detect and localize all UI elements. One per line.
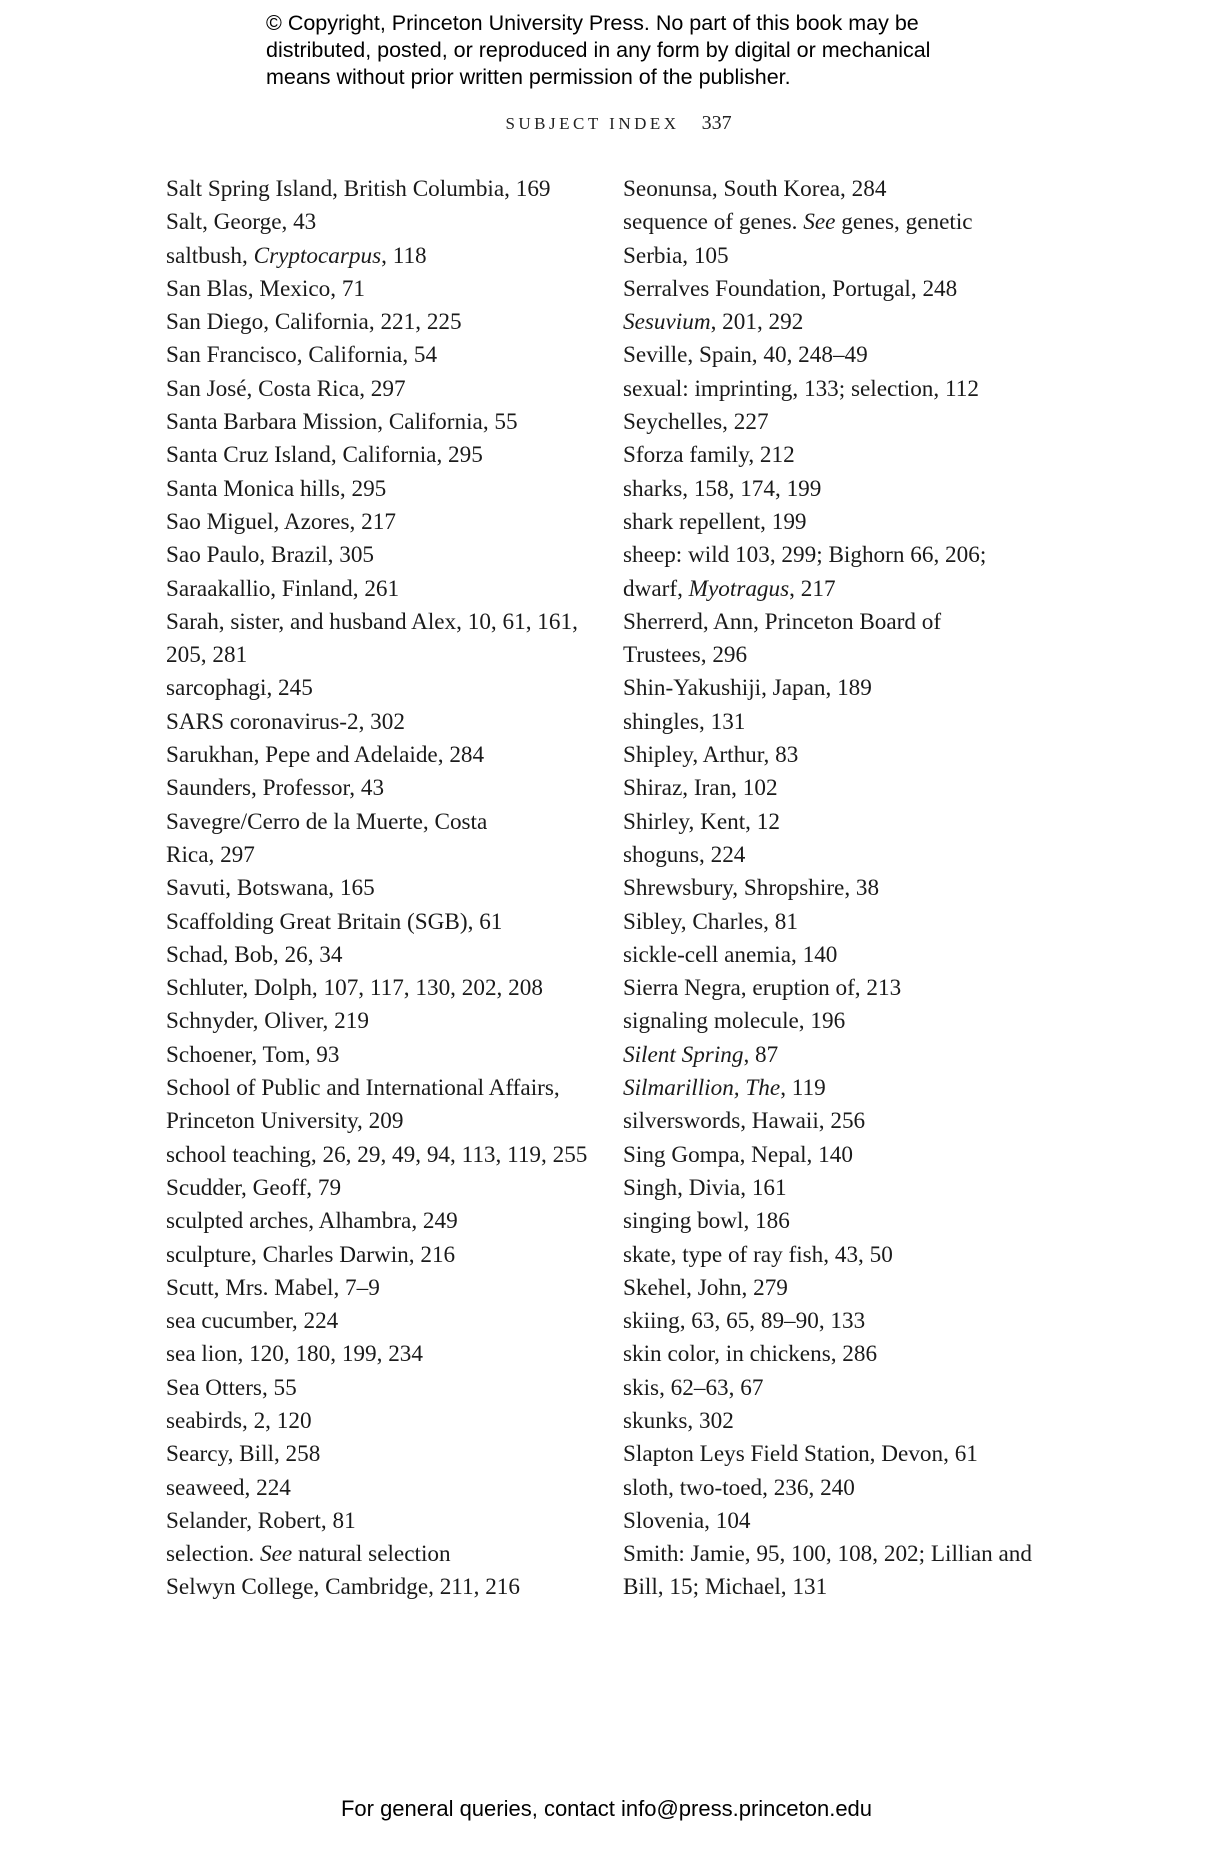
index-entry-text: dwarf, [623, 575, 689, 602]
index-entry-line [166, 1308, 338, 1334]
index-entry [166, 772, 606, 805]
index-entry-text: , 87 [743, 1041, 779, 1068]
index-entry-text: sheep: wild 103, 299; Bighorn 66, 206; [623, 542, 987, 569]
index-entry-line [623, 1275, 788, 1301]
index-entry-text: Schnyder, Oliver, 219 [166, 1008, 369, 1035]
index-entry-text: school teaching, 26, 29, 49, 94, 113, 119, 255 [166, 1141, 588, 1168]
index-entry [166, 539, 606, 572]
index-entry-text: saltbush, [166, 242, 254, 269]
index-entry-line [166, 1008, 369, 1034]
index-entry-line [623, 1208, 790, 1234]
index-entry [166, 306, 606, 339]
index-entry-text: Sing Gompa, Nepal, 140 [623, 1141, 853, 1168]
index-entry [166, 1438, 606, 1471]
index-entry [166, 1072, 606, 1139]
index-entry-line [623, 875, 879, 901]
index-entry-line [623, 1175, 787, 1201]
index-entry-line [623, 909, 798, 935]
index-entry-line [623, 1441, 978, 1467]
index-entry-italic-text: Silent Spring [623, 1041, 744, 1068]
index-entry [623, 1205, 1043, 1238]
index-entry-text: Schad, Bob, 26, 34 [166, 941, 343, 968]
index-entry-line [623, 209, 973, 235]
index-entry [623, 539, 1043, 606]
index-entry-line [623, 775, 778, 801]
index-entry-line [166, 942, 342, 968]
index-entry-line [166, 243, 427, 269]
index-entry [166, 1039, 606, 1072]
index-entry-text: Trustees, 296 [623, 642, 748, 669]
index-entry [623, 606, 1043, 673]
index-entry-italic-text: Cryptocarpus [253, 242, 382, 269]
index-entry-text: seaweed, 224 [166, 1474, 291, 1501]
index-entry-text: genes, genetic [835, 209, 973, 236]
index-entry-text: skate, type of ray fish, 43, 50 [623, 1241, 893, 1268]
index-entry-line [166, 509, 396, 535]
index-entry [623, 672, 1043, 705]
index-entry-text: sea cucumber, 224 [166, 1308, 339, 1335]
index-entry-text: Seville, Spain, 40, 248–49 [623, 342, 868, 369]
index-entry-line [623, 609, 941, 635]
index-entry-line [623, 376, 979, 402]
index-entry [166, 206, 606, 239]
index-entry-text: sculpture, Charles Darwin, 216 [166, 1241, 456, 1268]
index-entry-text: Shipley, Arthur, 83 [623, 742, 799, 769]
index-entry [166, 939, 606, 972]
index-entry-text: Sarukhan, Pepe and Adelaide, 284 [166, 742, 485, 769]
index-entry [623, 772, 1043, 805]
index-entry-line [623, 1508, 751, 1534]
index-entry-line [166, 1508, 356, 1534]
index-entry [623, 1172, 1043, 1205]
index-entry-line [166, 1408, 312, 1434]
index-entry-line [623, 809, 780, 835]
index-entry [166, 240, 606, 273]
index-entry [623, 206, 1043, 239]
index-entry [166, 1472, 606, 1505]
index-entry-text: sequence of genes. [623, 209, 804, 236]
index-entry [166, 406, 606, 439]
index-entry [166, 1338, 606, 1371]
index-entry-line [166, 1042, 339, 1068]
index-entry [166, 972, 606, 1005]
index-entry [166, 872, 606, 905]
index-entry [623, 739, 1043, 772]
index-entry-text: silverswords, Hawaii, 256 [623, 1108, 866, 1135]
index-entry [623, 1105, 1043, 1138]
index-entry-text: Santa Monica hills, 295 [166, 475, 387, 502]
index-entry-text: sickle-cell anemia, 140 [623, 941, 838, 968]
index-entry-line [166, 409, 518, 435]
index-entry-line [166, 675, 313, 701]
index-entry [166, 373, 606, 406]
index-entry [166, 1372, 606, 1405]
index-entry [623, 173, 1043, 206]
index-entry [166, 1305, 606, 1338]
index-entry [623, 1139, 1043, 1172]
index-entry [166, 1405, 606, 1438]
index-entry-text: Sea Otters, 55 [166, 1374, 297, 1401]
index-entry-text: skin color, in chickens, 286 [623, 1341, 878, 1368]
index-entry-line [166, 1341, 423, 1367]
index-entry [166, 1205, 606, 1238]
index-entry-text: , 118 [381, 242, 427, 269]
index-entry-text: Sforza family, 212 [623, 442, 795, 469]
index-entry [623, 1338, 1043, 1371]
index-entry [623, 406, 1043, 439]
index-entry-text: Sao Paulo, Brazil, 305 [166, 542, 375, 569]
index-entry-line [166, 376, 406, 402]
index-entry [623, 273, 1043, 306]
index-entry-text: sarcophagi, 245 [166, 675, 313, 702]
index-entry [166, 1139, 606, 1172]
index-entry-continuation [166, 839, 606, 872]
index-entry-italic-text: Silmarillion, The [623, 1075, 781, 1102]
index-entry [166, 173, 606, 206]
index-entry [623, 1405, 1043, 1438]
index-entry-text: Searcy, Bill, 258 [166, 1441, 321, 1468]
index-entry [166, 273, 606, 306]
index-entry-line [623, 309, 803, 335]
index-entry-text: Santa Cruz Island, California, 295 [166, 442, 483, 469]
index-entry-line [166, 1275, 380, 1301]
index-column-right [623, 173, 1043, 1605]
index-entry [623, 972, 1043, 1005]
index-entry [166, 506, 606, 539]
index-entry-line [166, 709, 405, 735]
index-entry-text: Sierra Negra, eruption of, 213 [623, 975, 902, 1002]
index-entry [623, 1272, 1043, 1305]
index-entry-continuation [623, 573, 1043, 606]
index-entry [166, 672, 606, 705]
index-entry-line [166, 1142, 587, 1168]
index-entry-line [166, 476, 386, 502]
index-entry-text: sexual: imprinting, 133; selection, 112 [623, 375, 979, 402]
index-entry [166, 739, 606, 772]
index-entry [166, 339, 606, 372]
index-entry-text: Scudder, Geoff, 79 [166, 1174, 342, 1201]
index-entry-text: Schluter, Dolph, 107, 117, 130, 202, 208 [166, 975, 543, 1002]
index-entry [166, 1005, 606, 1038]
index-entry-line [166, 1075, 560, 1101]
index-entry [623, 1505, 1043, 1538]
index-entry-line [623, 176, 886, 202]
index-entry-line [623, 243, 729, 269]
index-entry-text: San José, Costa Rica, 297 [166, 375, 406, 402]
index-entry-text: Slovenia, 104 [623, 1507, 751, 1534]
index-entry-line [166, 609, 578, 635]
index-entry-line [166, 742, 484, 768]
index-entry-text: , 201, 292 [710, 309, 804, 336]
index-entry-text: natural selection [292, 1541, 451, 1568]
index-entry-text: signaling molecule, 196 [623, 1008, 846, 1035]
index-entry-text: Serralves Foundation, Portugal, 248 [623, 275, 958, 302]
index-entry [623, 1072, 1043, 1105]
index-entry [166, 1172, 606, 1205]
index-entry-line [623, 675, 872, 701]
index-entry-text: Sherrerd, Ann, Princeton Board of [623, 608, 942, 635]
index-entry-line [166, 342, 437, 368]
index-entry-text: Savuti, Botswana, 165 [166, 875, 375, 902]
index-entry-text: Saraakallio, Finland, 261 [166, 575, 400, 602]
index-entry-text: Shirley, Kent, 12 [623, 808, 780, 835]
index-entry [166, 706, 606, 739]
index-entry-line [623, 409, 769, 435]
index-entry [623, 506, 1043, 539]
index-entry-text: Scaffolding Great Britain (SGB), 61 [166, 908, 503, 935]
index-entry-line [623, 1475, 855, 1501]
index-entry-text: Scutt, Mrs. Mabel, 7–9 [166, 1274, 380, 1301]
index-entry-text: Salt Spring Island, British Columbia, 169 [166, 176, 551, 202]
index-entry [166, 473, 606, 506]
index-entry-text: Saunders, Professor, 43 [166, 775, 385, 802]
index-entry-line [623, 1142, 853, 1168]
index-entry-line [166, 909, 502, 935]
index-entry [166, 1505, 606, 1538]
index-entry-line [623, 442, 795, 468]
index-entry [623, 906, 1043, 939]
index-entry-text: Seychelles, 227 [623, 409, 769, 436]
index-entry-line [623, 975, 901, 1001]
index-entry-line [623, 1242, 893, 1268]
index-entry [623, 1005, 1043, 1038]
index-entry-text: sea lion, 120, 180, 199, 234 [166, 1341, 423, 1368]
index-entry-text: Santa Barbara Mission, California, 55 [166, 409, 518, 436]
index-entry-text: Singh, Divia, 161 [623, 1174, 787, 1201]
index-entry-text: Salt, George, 43 [166, 209, 317, 236]
index-entry-line [166, 1574, 520, 1600]
index-entry [166, 439, 606, 472]
index-entry-line [166, 442, 483, 468]
index-entry-text: SARS coronavirus-2, 302 [166, 708, 405, 735]
index-entry-line [166, 1175, 341, 1201]
index-entry [623, 839, 1043, 872]
index-entry-text: Skehel, John, 279 [623, 1274, 788, 1301]
index-entry-continuation [623, 1571, 1043, 1604]
index-entry-text: sculpted arches, Alhambra, 249 [166, 1208, 458, 1235]
index-entry-line [166, 1475, 291, 1501]
index-entry-text: Selwyn College, Cambridge, 211, 216 [166, 1574, 520, 1601]
index-entry-text: , 217 [789, 575, 836, 602]
index-entry-line [166, 542, 374, 568]
index-entry [166, 806, 606, 873]
index-entry [166, 1272, 606, 1305]
index-entry-text: San Diego, California, 221, 225 [166, 309, 462, 336]
index-entry-text: Serbia, 105 [623, 242, 729, 269]
index-entry-line [166, 576, 399, 602]
footer-contact: For general queries, contact info@press.princeton.edu [340, 1796, 873, 1821]
index-entry-text: Smith: Jamie, 95, 100, 108, 202; Lillian and [623, 1541, 1032, 1568]
index-entry [623, 339, 1043, 372]
index-entry-text: Schoener, Tom, 93 [166, 1041, 340, 1068]
index-entry-text: Seonunsa, South Korea, 284 [623, 176, 887, 202]
index-entry [166, 573, 606, 606]
index-entry-line [623, 1108, 865, 1134]
index-entry-line [166, 775, 384, 801]
index-entry-line [166, 875, 375, 901]
index-entry [623, 1305, 1043, 1338]
index-entry-text: seabirds, 2, 120 [166, 1407, 312, 1434]
index-entry-line [623, 1308, 865, 1334]
index-entry-text: skiing, 63, 65, 89–90, 133 [623, 1308, 866, 1335]
index-entry [166, 1239, 606, 1272]
index-entry-line [166, 1208, 458, 1234]
index-entry [166, 906, 606, 939]
index-entry-italic-text: See [260, 1541, 293, 1568]
index-entry-line [623, 1341, 877, 1367]
index-entry-text: Shrewsbury, Shropshire, 38 [623, 875, 880, 902]
index-entry-line [623, 476, 821, 502]
index-entry-line [166, 1242, 455, 1268]
index-entry-text: shoguns, 224 [623, 841, 746, 868]
index-entry-text: selection. [166, 1541, 261, 1568]
index-entry [623, 1372, 1043, 1405]
index-entry-line [166, 276, 365, 302]
index-entry-line [166, 1375, 297, 1401]
index-entry [623, 806, 1043, 839]
index-entry-text: Savegre/Cerro de la Muerte, Costa [166, 808, 488, 835]
index-entry-text: Princeton University, 209 [166, 1108, 404, 1135]
index-entry-line [166, 209, 316, 235]
index-entry-text: skunks, 302 [623, 1407, 734, 1434]
index-entry-text: San Blas, Mexico, 71 [166, 275, 366, 302]
index-entry-text: San Francisco, California, 54 [166, 342, 438, 369]
index-entry [623, 439, 1043, 472]
index-entry [623, 1538, 1043, 1605]
index-entry-line [166, 809, 487, 835]
index-entry [623, 306, 1043, 339]
index-entry-text: Selander, Robert, 81 [166, 1507, 356, 1534]
index-entry-continuation [166, 1105, 606, 1138]
index-entry-line [623, 942, 837, 968]
index-entry-text: shark repellent, 199 [623, 508, 807, 535]
index-entry-text: Rica, 297 [166, 841, 255, 868]
index-entry-line [623, 709, 745, 735]
index-entry-text: Sibley, Charles, 81 [623, 908, 798, 935]
index-entry-text: Slapton Leys Field Station, Devon, 61 [623, 1441, 978, 1468]
index-entry-line [623, 742, 798, 768]
index-entry [166, 1538, 606, 1571]
index-entry [623, 240, 1043, 273]
index-entry-line [166, 176, 551, 202]
index-column-left [166, 173, 606, 1605]
index-entry-line [623, 276, 957, 302]
index-entry-text: , 119 [780, 1075, 826, 1102]
page-number: 337 [701, 112, 732, 134]
index-entry [166, 606, 606, 673]
index-entry-text: sloth, two-toed, 236, 240 [623, 1474, 855, 1501]
index-entry-text: Sarah, sister, and husband Alex, 10, 61, 161, [166, 608, 578, 635]
index-entry-continuation [166, 639, 606, 672]
index-entry [623, 1472, 1043, 1505]
index-entry-text: Shiraz, Iran, 102 [623, 775, 778, 802]
running-head-title: SUBJECT INDEX [505, 114, 680, 133]
running-head [0, 112, 1225, 135]
copyright-notice: © Copyright, Princeton University Press. No part of this book may be distributed, posted, or reproduced in any form by digital or mechanical means without prior written permission of the publisher. [266, 11, 931, 89]
index-entry-line [623, 1408, 734, 1434]
index-entry-line [623, 509, 807, 535]
index-entry-line [623, 842, 745, 868]
index-entry-line [623, 1541, 1032, 1567]
index-entry-italic-text: Myotragus [688, 575, 790, 602]
index-entry-line [166, 1541, 451, 1567]
index-entry-text: shingles, 131 [623, 708, 746, 735]
index-entry [623, 1239, 1043, 1272]
index-entry-continuation [623, 639, 1043, 672]
index-entry-text: skis, 62–63, 67 [623, 1374, 764, 1401]
index-entry-text: 205, 281 [166, 642, 248, 669]
index-entry [623, 473, 1043, 506]
index-entry-line [166, 1441, 320, 1467]
index-entry-line [166, 975, 543, 1001]
index-entry [623, 373, 1043, 406]
index-entry-line [166, 309, 462, 335]
index-entry-italic-text: See [803, 209, 836, 236]
index-entry [623, 706, 1043, 739]
index-entry-text: Sao Miguel, Azores, 217 [166, 508, 396, 535]
index-entry [623, 872, 1043, 905]
index-entry-italic-text: Sesuvium [623, 309, 711, 336]
index-entry-line [623, 1042, 778, 1068]
index-entry [166, 1571, 606, 1604]
index-entry [623, 1039, 1043, 1072]
index-entry-text: singing bowl, 186 [623, 1208, 790, 1235]
index-entry [623, 1438, 1043, 1471]
index-entry-text: Shin-Yakushiji, Japan, 189 [623, 675, 872, 702]
index-entry-text: sharks, 158, 174, 199 [623, 475, 822, 502]
index-entry-line [623, 542, 986, 568]
index-entry [623, 939, 1043, 972]
index-entry-line [623, 342, 868, 368]
index-entry-line [623, 1008, 845, 1034]
index-entry-text: Bill, 15; Michael, 131 [623, 1574, 828, 1601]
index-entry-line [623, 1075, 826, 1101]
index-entry-text: School of Public and International Affairs, [166, 1075, 560, 1102]
index-entry-line [623, 1375, 763, 1401]
